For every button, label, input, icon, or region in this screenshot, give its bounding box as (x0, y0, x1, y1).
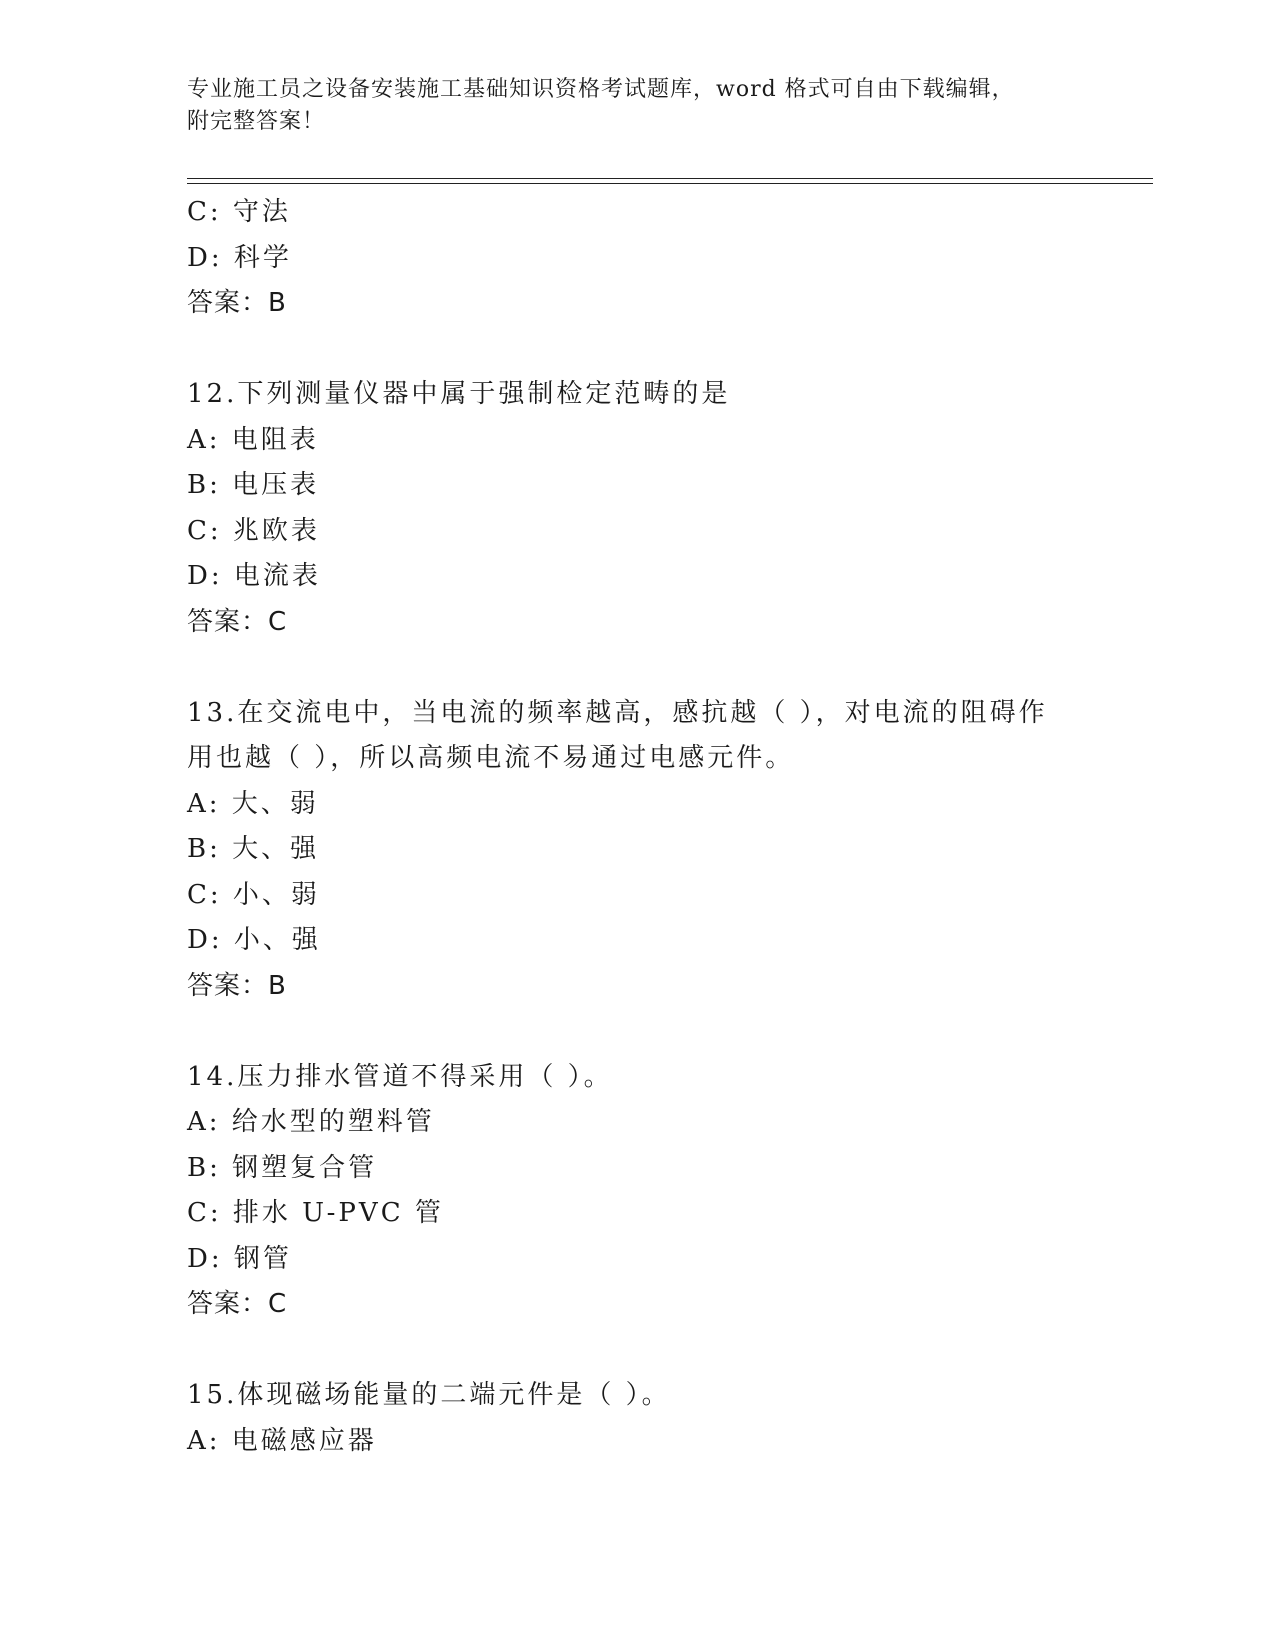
option-line: B: 大、强 (187, 834, 320, 864)
answer-line: 答案：C (187, 1289, 288, 1319)
option-line: C: 排水 U-PVC 管 (187, 1198, 444, 1228)
option-line: A: 给水型的塑料管 (187, 1107, 435, 1137)
question-stem: 用也越（ ），所以高频电流不易通过电感元件。 (187, 743, 795, 773)
option-line: A: 电阻表 (187, 424, 319, 455)
answer-line: 答案：C (187, 606, 288, 637)
question-spacer (187, 1009, 1087, 1055)
document-header (187, 74, 1087, 138)
option-line: A: 电磁感应器 (187, 1425, 377, 1456)
option-line: B: 钢塑复合管 (187, 1152, 378, 1183)
option-line: D: 小、强 (187, 925, 321, 955)
option-line: C: 小、弱 (187, 879, 320, 910)
option-line: D: 科学 (187, 242, 292, 273)
question-stem: 12.下列测量仪器中属于强制检定范畴的是 (187, 379, 731, 409)
option-line: C: 兆欧表 (187, 515, 320, 546)
answer-line: 答案：B (187, 288, 287, 318)
question-stem: 13.在交流电中，当电流的频率越高，感抗越（ ），对电流的阻碍作 (187, 697, 1048, 728)
header-divider-bottom (187, 183, 1153, 184)
option-line: D: 钢管 (187, 1243, 292, 1274)
question-spacer (187, 327, 1087, 373)
question-stem: 15.体现磁场能量的二端元件是（ ）。 (187, 1380, 671, 1410)
header-divider-top (187, 178, 1153, 179)
option-line: C: 守法 (187, 197, 291, 227)
header-line-2: 附完整答案！ (187, 109, 326, 134)
question-spacer (187, 1328, 1087, 1374)
option-line: B: 电压表 (187, 470, 320, 500)
header-line-1: 专业施工员之设备安装施工基础知识资格考试题库，word 格式可自由下载编辑， (187, 77, 1015, 102)
option-line: D: 电流表 (187, 561, 321, 591)
question-stem: 14.压力排水管道不得采用（ ）。 (187, 1061, 613, 1092)
question-spacer (187, 645, 1087, 691)
question-list (187, 190, 1087, 1464)
answer-line: 答案：B (187, 970, 287, 1001)
option-line: A: 大、弱 (187, 788, 319, 819)
